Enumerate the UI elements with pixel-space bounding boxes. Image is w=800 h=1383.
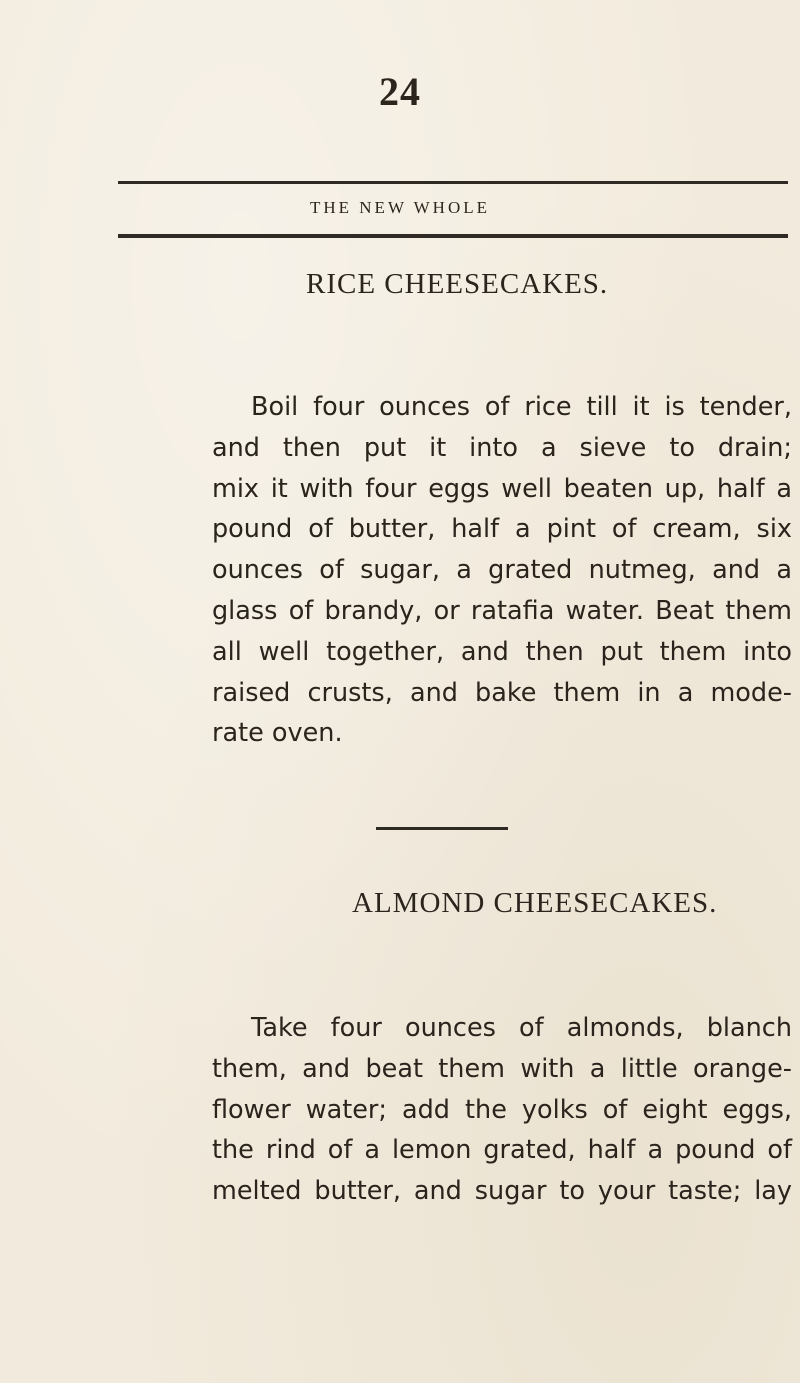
header-rule-bottom [118,234,788,238]
recipe-text-almond-cheesecakes [212,1008,792,1212]
text-line: and then put it into a sieve to drain; [212,432,792,463]
text-line: glass of brandy, or ratafia water. Beat them [212,595,792,626]
text-line: Boil four ounces of rice till it is tender, [251,392,792,422]
text-line: Take four ounces of almonds, blanch [251,1013,792,1043]
header-rule-top [118,181,788,184]
section-title-rice-cheesecakes: RICE CHEESECAKES. [306,268,609,300]
text-line: rate oven. [212,718,343,749]
text-line: raised crusts, and bake them in a mode- [212,677,792,708]
text-line: flower water; add the yolks of eight eggs, [212,1094,792,1125]
text-line: ounces of sugar, a grated nutmeg, and a [212,555,792,586]
page-number: 24 [379,69,421,114]
text-line: mix it with four eggs well beaten up, half a [212,473,792,504]
section-title-almond-cheesecakes: ALMOND CHEESECAKES. [352,887,718,919]
section-divider [376,827,508,830]
text-line: pound of butter, half a pint of cream, six [212,514,792,545]
text-line: all well together, and then put them into [212,636,792,667]
text-line: the rind of a lemon grated, half a pound of [212,1135,792,1166]
text-line: them, and beat them with a little orange- [212,1053,792,1084]
recipe-text-rice-cheesecakes [212,387,792,754]
running-header: THE NEW WHOLE [309,198,490,217]
text-line: melted butter, and sugar to your taste; lay [212,1176,792,1207]
